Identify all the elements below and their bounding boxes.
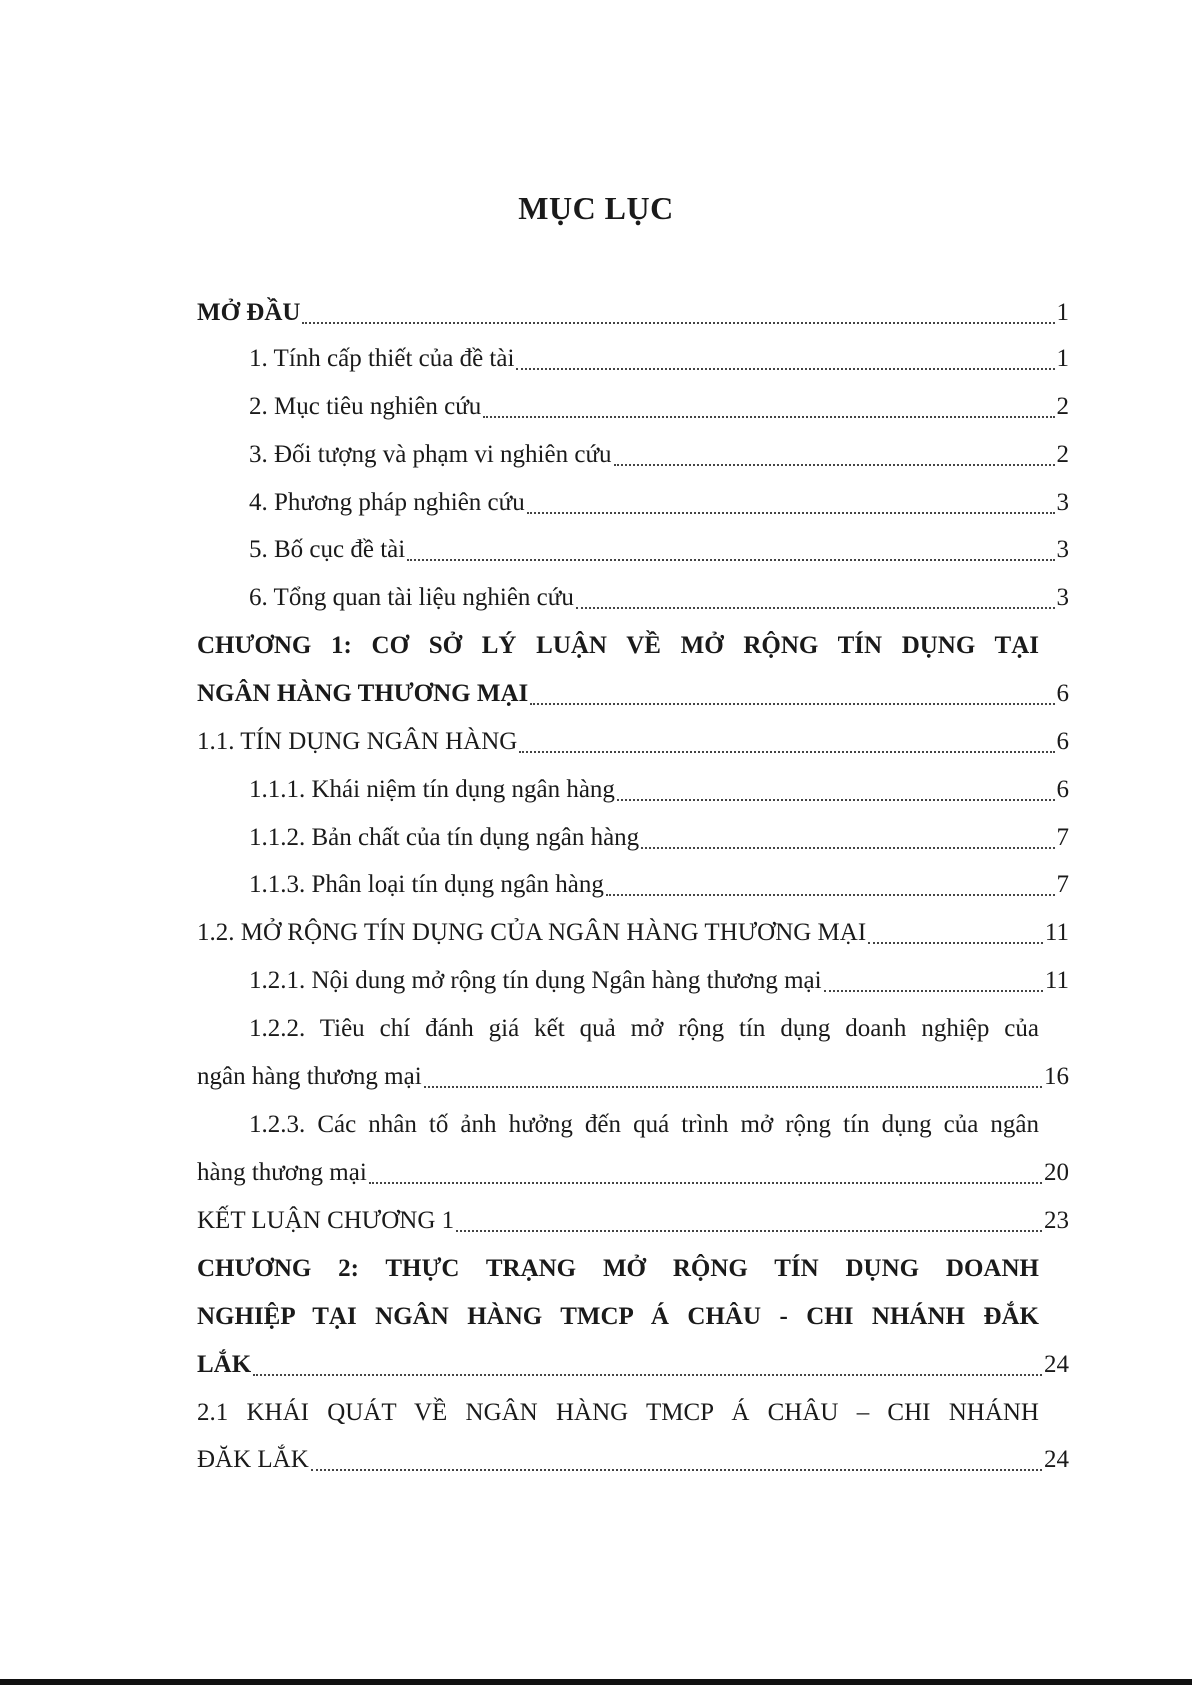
dot-leader [483, 416, 1054, 418]
toc-entry[interactable] [197, 1342, 1069, 1388]
toc-entry[interactable] [249, 336, 1069, 382]
toc-entry[interactable] [197, 1198, 1069, 1244]
toc-entry-page: 24 [1044, 1351, 1069, 1378]
toc-entry-text: 1.1. TÍN DỤNG NGÂN HÀNG [197, 728, 518, 755]
toc-chapter-heading[interactable] [197, 623, 1039, 669]
toc-entry[interactable] [249, 958, 1069, 1004]
toc-entry-text: 1.1.1. Khái niệm tín dụng ngân hàng [249, 776, 615, 803]
toc-entry-text: CHƯƠNG 2: THỰC TRẠNG MỞ RỘNG TÍN DỤNG DOANH [197, 1255, 1039, 1282]
toc-entry-text: 1. Tính cấp thiết của đề tài [249, 345, 515, 372]
toc-entry[interactable] [197, 910, 1069, 956]
toc-entry-text: NGHIỆP TẠI NGÂN HÀNG TMCP Á CHÂU - CHI NHÁNH ĐẮK [197, 1303, 1039, 1330]
dot-leader [614, 464, 1055, 466]
toc-entry-text: CHƯƠNG 1: CƠ SỞ LÝ LUẬN VỀ MỞ RỘNG TÍN DỤNG TẠI [197, 632, 1039, 659]
toc-entry-page: 6 [1056, 776, 1069, 803]
toc-entry-wrapped[interactable] [249, 1006, 1039, 1052]
dot-leader [311, 1469, 1042, 1471]
toc-entry-page: 2 [1056, 393, 1069, 420]
toc-entry[interactable] [197, 671, 1069, 717]
toc-entry[interactable] [249, 480, 1069, 526]
dot-leader [824, 990, 1043, 992]
toc-entry[interactable] [249, 384, 1069, 430]
dot-leader [868, 942, 1043, 944]
toc-entry[interactable] [249, 767, 1069, 813]
dot-leader [456, 1230, 1042, 1232]
toc-entry-text: 1.2. MỞ RỘNG TÍN DỤNG CỦA NGÂN HÀNG THƯƠNG MẠI [197, 919, 867, 946]
toc-entry-text: MỞ ĐẦU [197, 299, 301, 326]
toc-chapter-heading[interactable] [197, 1294, 1039, 1340]
toc-entry[interactable] [197, 1150, 1069, 1196]
toc-entry[interactable] [249, 527, 1069, 573]
toc-entry-page: 3 [1056, 584, 1069, 611]
toc-entry-text: 1.2.3. Các nhân tố ảnh hưởng đến quá trình mở rộng tín dụng của ngân [249, 1111, 1039, 1138]
toc-entry-page: 7 [1056, 871, 1069, 898]
dot-leader [407, 559, 1054, 561]
toc-entry-text: 1.1.2. Bản chất của tín dụng ngân hàng [249, 824, 640, 851]
toc-entry-page: 1 [1056, 345, 1069, 372]
toc-entry[interactable] [249, 815, 1069, 861]
toc-entry-page: 2 [1056, 441, 1069, 468]
dot-leader [530, 703, 1054, 705]
toc-entry-text: ngân hàng thương mại [197, 1063, 422, 1090]
toc-entry[interactable] [197, 719, 1069, 765]
toc-entry-page: 11 [1044, 919, 1069, 946]
toc-entry[interactable] [197, 1054, 1069, 1100]
toc-entry-text: 4. Phương pháp nghiên cứu [249, 489, 525, 516]
toc-entry-wrapped[interactable] [249, 1102, 1039, 1148]
toc-entry-page: 6 [1056, 728, 1069, 755]
toc-entry-text: NGÂN HÀNG THƯƠNG MẠI [197, 680, 529, 707]
toc-entry-text: ĐĂK LẮK [197, 1446, 309, 1473]
dot-leader [424, 1086, 1042, 1088]
toc-entry-page: 1 [1056, 299, 1069, 326]
dot-leader [369, 1182, 1042, 1184]
toc-entry[interactable] [197, 1437, 1069, 1483]
toc-entry-text: 1.1.3. Phân loại tín dụng ngân hàng [249, 871, 604, 898]
toc-chapter-heading[interactable] [197, 1246, 1039, 1292]
dot-leader [606, 894, 1055, 896]
toc-entry-page: 24 [1044, 1446, 1069, 1473]
toc-entry-page: 6 [1056, 680, 1069, 707]
toc-entry-text: LẮK [197, 1351, 252, 1378]
toc-entry-wrapped[interactable] [197, 1390, 1039, 1436]
toc-entry-page: 20 [1044, 1159, 1069, 1186]
toc-entry-text: 5. Bố cục đề tài [249, 536, 406, 563]
toc-entry[interactable] [249, 432, 1069, 478]
toc-entry-text: 1.2.2. Tiêu chí đánh giá kết quả mở rộng tín dụng doanh nghiệp của [249, 1015, 1039, 1042]
dot-leader [527, 512, 1055, 514]
toc-entry-text: 3. Đối tượng và phạm vi nghiên cứu [249, 441, 612, 468]
dot-leader [253, 1374, 1042, 1376]
dot-leader [302, 322, 1054, 324]
toc-entry-page: 7 [1056, 824, 1069, 851]
toc-entry-text: 2. Mục tiêu nghiên cứu [249, 393, 482, 420]
dot-leader [516, 368, 1054, 370]
toc-entry[interactable] [197, 290, 1069, 336]
toc-entry-page: 3 [1056, 536, 1069, 563]
toc-entry[interactable] [249, 575, 1069, 621]
toc-entry-text: 1.2.1. Nội dung mở rộng tín dụng Ngân hàng thương mại [249, 967, 822, 994]
toc-entry-page: 3 [1056, 489, 1069, 516]
dot-leader [519, 751, 1054, 753]
toc-entry-text: 6. Tổng quan tài liệu nghiên cứu [249, 584, 574, 611]
dot-leader [617, 799, 1055, 801]
toc-entry-text: hàng thương mại [197, 1159, 367, 1186]
toc-entry-page: 23 [1044, 1207, 1069, 1234]
toc-entry-page: 16 [1044, 1063, 1069, 1090]
dot-leader [641, 847, 1054, 849]
toc-entry-text: 2.1 KHÁI QUÁT VỀ NGÂN HÀNG TMCP Á CHÂU – CHI NHÁNH [197, 1399, 1039, 1426]
page-title: MỤC LỤC [518, 190, 674, 226]
dot-leader [576, 607, 1055, 609]
toc-entry[interactable] [249, 862, 1069, 908]
page-bottom-border [0, 1679, 1192, 1685]
toc-entry-text: KẾT LUẬN CHƯƠNG 1 [197, 1207, 455, 1234]
toc-entry-page: 11 [1044, 967, 1069, 994]
